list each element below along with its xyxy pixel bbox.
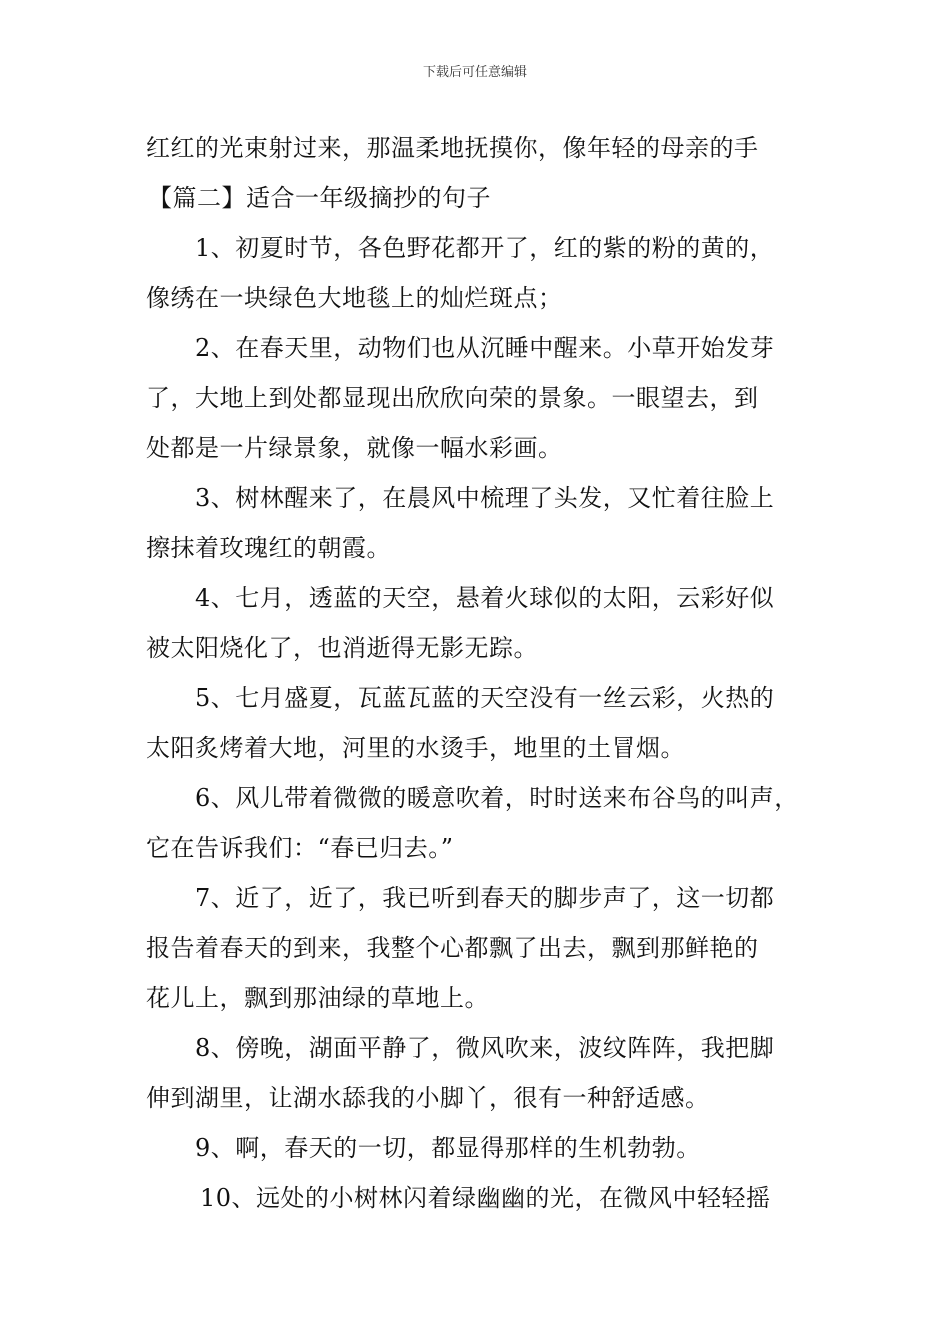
text-line: 8、傍晚，湖面平静了，微风吹来，波纹阵阵，我把脚 [195,1034,775,1062]
section-heading: 【篇二】适合一年级摘抄的句子 [148,184,491,212]
text-line: 报告着春天的到来，我整个心都飘了出去，飘到那鲜艳的 [146,934,759,962]
text-line: 6、风儿带着微微的暖意吹着，时时送来布谷鸟的叫声， [195,784,799,812]
text-line: 4、七月，透蓝的天空，悬着火球似的太阳，云彩好似 [195,584,775,612]
text-line: 太阳炙烤着大地，河里的水烫手，地里的土冒烟。 [146,734,685,762]
text-line: 被太阳烧化了，也消逝得无影无踪。 [146,634,538,662]
text-line: 了，大地上到处都显现出欣欣向荣的景象。一眼望去，到 [146,384,759,412]
text-line: 擦抹着玫瑰红的朝霞。 [146,534,391,562]
text-line: 10、远处的小树林闪着绿幽幽的光，在微风中轻轻摇 [200,1184,771,1212]
text-line: 1、初夏时节，各色野花都开了，红的紫的粉的黄的， [195,234,775,262]
text-line: 9、啊，春天的一切，都显得那样的生机勃勃。 [195,1134,701,1162]
text-line: 处都是一片绿景象，就像一幅水彩画。 [146,434,563,462]
text-line: 7、近了，近了，我已听到春天的脚步声了，这一切都 [195,884,775,912]
text-line: 3、树林醒来了，在晨风中梳理了头发，又忙着往脸上 [195,484,775,512]
text-line: 它在告诉我们：“春已归去。” [146,834,454,862]
text-line: 红红的光束射过来，那温柔地抚摸你，像年轻的母亲的手 [146,134,759,162]
text-line: 伸到湖里，让湖水舔我的小脚丫，很有一种舒适感。 [146,1084,710,1112]
text-line: 像绣在一块绿色大地毯上的灿烂斑点； [146,284,563,312]
text-line: 5、七月盛夏，瓦蓝瓦蓝的天空没有一丝云彩，火热的 [195,684,775,712]
header-note: 下载后可任意编辑 [422,65,527,80]
text-line: 花儿上，飘到那油绿的草地上。 [146,984,489,1012]
text-line: 2、在春天里，动物们也从沉睡中醒来。小草开始发芽 [195,334,775,362]
